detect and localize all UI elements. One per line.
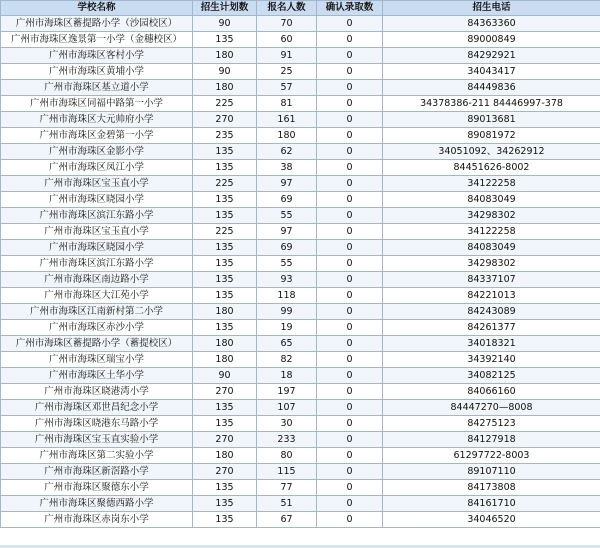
plan-count-cell: 225 bbox=[193, 96, 257, 112]
school-name-cell: 广州市海珠区南边路小学 bbox=[1, 272, 193, 288]
confirmed-cell: 0 bbox=[317, 256, 383, 272]
header-confirmed: 确认录取数 bbox=[317, 1, 383, 16]
school-name-cell: 广州市海珠区金影小学 bbox=[1, 144, 193, 160]
plan-count-cell: 135 bbox=[193, 288, 257, 304]
phone-cell: 84173808 bbox=[383, 480, 600, 496]
school-name-cell: 广州市海珠区赤岗东小学 bbox=[1, 512, 193, 528]
table-row bbox=[1, 160, 600, 176]
table-row bbox=[1, 48, 600, 64]
confirmed-cell: 0 bbox=[317, 160, 383, 176]
table-row bbox=[1, 416, 600, 432]
confirmed-cell: 0 bbox=[317, 16, 383, 32]
table-row bbox=[1, 16, 600, 32]
applicants-cell: 115 bbox=[257, 464, 317, 480]
applicants-cell: 55 bbox=[257, 256, 317, 272]
plan-count-cell: 180 bbox=[193, 80, 257, 96]
phone-cell: 89107110 bbox=[383, 464, 600, 480]
plan-count-cell: 270 bbox=[193, 112, 257, 128]
phone-cell: 84449836 bbox=[383, 80, 600, 96]
applicants-cell: 62 bbox=[257, 144, 317, 160]
phone-cell: 34046520 bbox=[383, 512, 600, 528]
plan-count-cell: 270 bbox=[193, 384, 257, 400]
phone-cell: 34392140 bbox=[383, 352, 600, 368]
plan-count-cell: 135 bbox=[193, 480, 257, 496]
applicants-cell: 91 bbox=[257, 48, 317, 64]
school-name-cell: 广州市海珠区黄埔小学 bbox=[1, 64, 193, 80]
phone-cell: 84292921 bbox=[383, 48, 600, 64]
plan-count-cell: 135 bbox=[193, 512, 257, 528]
phone-cell: 34298302 bbox=[383, 256, 600, 272]
school-name-cell: 广州市海珠区基立道小学 bbox=[1, 80, 193, 96]
header-plan-count: 招生计划数 bbox=[193, 1, 257, 16]
confirmed-cell: 0 bbox=[317, 320, 383, 336]
table-row bbox=[1, 224, 600, 240]
school-name-cell: 广州市海珠区宝玉直小学 bbox=[1, 224, 193, 240]
school-name-cell: 广州市海珠区滨江东路小学 bbox=[1, 256, 193, 272]
table-row bbox=[1, 96, 600, 112]
phone-cell: 84083049 bbox=[383, 240, 600, 256]
phone-cell: 34043417 bbox=[383, 64, 600, 80]
plan-count-cell: 90 bbox=[193, 64, 257, 80]
applicants-cell: 70 bbox=[257, 16, 317, 32]
phone-cell: 34051092、34262912 bbox=[383, 144, 600, 160]
confirmed-cell: 0 bbox=[317, 176, 383, 192]
school-name-cell: 广州市海珠区金碧第一小学 bbox=[1, 128, 193, 144]
plan-count-cell: 135 bbox=[193, 272, 257, 288]
applicants-cell: 97 bbox=[257, 224, 317, 240]
phone-cell: 84451626-8002 bbox=[383, 160, 600, 176]
phone-cell: 34298302 bbox=[383, 208, 600, 224]
applicants-cell: 57 bbox=[257, 80, 317, 96]
table-row bbox=[1, 400, 600, 416]
confirmed-cell: 0 bbox=[317, 32, 383, 48]
header-school-name: 学校名称 bbox=[1, 1, 193, 16]
school-name-cell: 广州市海珠区宝玉直小学 bbox=[1, 176, 193, 192]
plan-count-cell: 135 bbox=[193, 144, 257, 160]
school-name-cell: 广州市海珠区逸景第一小学（金穗校区） bbox=[1, 32, 193, 48]
confirmed-cell: 0 bbox=[317, 304, 383, 320]
phone-cell: 89013681 bbox=[383, 112, 600, 128]
plan-count-cell: 225 bbox=[193, 224, 257, 240]
confirmed-cell: 0 bbox=[317, 400, 383, 416]
plan-count-cell: 135 bbox=[193, 208, 257, 224]
table-header bbox=[1, 1, 600, 16]
table-row bbox=[1, 288, 600, 304]
applicants-cell: 18 bbox=[257, 368, 317, 384]
plan-count-cell: 235 bbox=[193, 128, 257, 144]
header-row bbox=[1, 1, 600, 16]
plan-count-cell: 180 bbox=[193, 448, 257, 464]
header-applicants: 报名人数 bbox=[257, 1, 317, 16]
table-row bbox=[1, 176, 600, 192]
school-name-cell: 广州市海珠区晓园小学 bbox=[1, 240, 193, 256]
school-name-cell: 广州市海珠区蓄提路小学（沙园校区） bbox=[1, 16, 193, 32]
applicants-cell: 30 bbox=[257, 416, 317, 432]
applicants-cell: 60 bbox=[257, 32, 317, 48]
applicants-cell: 81 bbox=[257, 96, 317, 112]
confirmed-cell: 0 bbox=[317, 128, 383, 144]
table-row bbox=[1, 368, 600, 384]
applicants-cell: 197 bbox=[257, 384, 317, 400]
header-phone: 招生电话 bbox=[383, 1, 600, 16]
table-row bbox=[1, 448, 600, 464]
table-row bbox=[1, 432, 600, 448]
plan-count-cell: 135 bbox=[193, 416, 257, 432]
plan-count-cell: 180 bbox=[193, 48, 257, 64]
applicants-cell: 118 bbox=[257, 288, 317, 304]
school-name-cell: 广州市海珠区赤沙小学 bbox=[1, 320, 193, 336]
confirmed-cell: 0 bbox=[317, 480, 383, 496]
phone-cell: 34378386-211 84446997-378 bbox=[383, 96, 600, 112]
confirmed-cell: 0 bbox=[317, 224, 383, 240]
school-name-cell: 广州市海珠区蓄提路小学（蓄提校区） bbox=[1, 336, 193, 352]
phone-cell: 84243089 bbox=[383, 304, 600, 320]
school-name-cell: 广州市海珠区凤江小学 bbox=[1, 160, 193, 176]
plan-count-cell: 180 bbox=[193, 336, 257, 352]
applicants-cell: 99 bbox=[257, 304, 317, 320]
applicants-cell: 80 bbox=[257, 448, 317, 464]
confirmed-cell: 0 bbox=[317, 240, 383, 256]
phone-cell: 84337107 bbox=[383, 272, 600, 288]
plan-count-cell: 135 bbox=[193, 496, 257, 512]
plan-count-cell: 135 bbox=[193, 192, 257, 208]
confirmed-cell: 0 bbox=[317, 352, 383, 368]
confirmed-cell: 0 bbox=[317, 208, 383, 224]
school-name-cell: 广州市海珠区聚德西路小学 bbox=[1, 496, 193, 512]
plan-count-cell: 135 bbox=[193, 32, 257, 48]
school-name-cell: 广州市海珠区邓世昌纪念小学 bbox=[1, 400, 193, 416]
phone-cell: 84083049 bbox=[383, 192, 600, 208]
confirmed-cell: 0 bbox=[317, 384, 383, 400]
school-name-cell: 广州市海珠区滨江东路小学 bbox=[1, 208, 193, 224]
school-name-cell: 广州市海珠区第二实验小学 bbox=[1, 448, 193, 464]
confirmed-cell: 0 bbox=[317, 288, 383, 304]
school-name-cell: 广州市海珠区客村小学 bbox=[1, 48, 193, 64]
table-row bbox=[1, 256, 600, 272]
applicants-cell: 19 bbox=[257, 320, 317, 336]
phone-cell: 84161710 bbox=[383, 496, 600, 512]
applicants-cell: 67 bbox=[257, 512, 317, 528]
school-name-cell: 广州市海珠区大元帅府小学 bbox=[1, 112, 193, 128]
school-name-cell: 广州市海珠区晓园小学 bbox=[1, 192, 193, 208]
confirmed-cell: 0 bbox=[317, 64, 383, 80]
applicants-cell: 38 bbox=[257, 160, 317, 176]
confirmed-cell: 0 bbox=[317, 112, 383, 128]
phone-cell: 84363360 bbox=[383, 16, 600, 32]
phone-cell: 34122258 bbox=[383, 224, 600, 240]
confirmed-cell: 0 bbox=[317, 80, 383, 96]
phone-cell: 34018321 bbox=[383, 336, 600, 352]
plan-count-cell: 180 bbox=[193, 352, 257, 368]
table-row bbox=[1, 128, 600, 144]
phone-cell: 84066160 bbox=[383, 384, 600, 400]
school-name-cell: 广州市海珠区晓港东马路小学 bbox=[1, 416, 193, 432]
applicants-cell: 51 bbox=[257, 496, 317, 512]
table-row bbox=[1, 272, 600, 288]
table-row bbox=[1, 192, 600, 208]
confirmed-cell: 0 bbox=[317, 144, 383, 160]
confirmed-cell: 0 bbox=[317, 368, 383, 384]
plan-count-cell: 135 bbox=[193, 160, 257, 176]
school-name-cell: 广州市海珠区大江苑小学 bbox=[1, 288, 193, 304]
phone-cell: 89081972 bbox=[383, 128, 600, 144]
school-name-cell: 广州市海珠区聚德东小学 bbox=[1, 480, 193, 496]
table-row bbox=[1, 112, 600, 128]
phone-cell: 84275123 bbox=[383, 416, 600, 432]
school-name-cell: 广州市海珠区同福中路第一小学 bbox=[1, 96, 193, 112]
confirmed-cell: 0 bbox=[317, 416, 383, 432]
confirmed-cell: 0 bbox=[317, 48, 383, 64]
applicants-cell: 82 bbox=[257, 352, 317, 368]
table-row bbox=[1, 208, 600, 224]
plan-count-cell: 270 bbox=[193, 464, 257, 480]
table-row bbox=[1, 144, 600, 160]
applicants-cell: 161 bbox=[257, 112, 317, 128]
table-body bbox=[1, 16, 600, 528]
plan-count-cell: 135 bbox=[193, 320, 257, 336]
applicants-cell: 77 bbox=[257, 480, 317, 496]
plan-count-cell: 90 bbox=[193, 16, 257, 32]
applicants-cell: 97 bbox=[257, 176, 317, 192]
table-row bbox=[1, 384, 600, 400]
plan-count-cell: 90 bbox=[193, 368, 257, 384]
confirmed-cell: 0 bbox=[317, 192, 383, 208]
confirmed-cell: 0 bbox=[317, 496, 383, 512]
table-row bbox=[1, 240, 600, 256]
applicants-cell: 93 bbox=[257, 272, 317, 288]
plan-count-cell: 270 bbox=[193, 432, 257, 448]
phone-cell: 61297722-8003 bbox=[383, 448, 600, 464]
plan-count-cell: 135 bbox=[193, 240, 257, 256]
table-row bbox=[1, 304, 600, 320]
applicants-cell: 55 bbox=[257, 208, 317, 224]
applicants-cell: 69 bbox=[257, 192, 317, 208]
table-row bbox=[1, 64, 600, 80]
table-row bbox=[1, 320, 600, 336]
applicants-cell: 69 bbox=[257, 240, 317, 256]
table-row bbox=[1, 336, 600, 352]
applicants-cell: 107 bbox=[257, 400, 317, 416]
phone-cell: 84221013 bbox=[383, 288, 600, 304]
plan-count-cell: 135 bbox=[193, 400, 257, 416]
school-name-cell: 广州市海珠区宝玉直实验小学 bbox=[1, 432, 193, 448]
plan-count-cell: 225 bbox=[193, 176, 257, 192]
confirmed-cell: 0 bbox=[317, 512, 383, 528]
confirmed-cell: 0 bbox=[317, 464, 383, 480]
table-row bbox=[1, 352, 600, 368]
phone-cell: 34122258 bbox=[383, 176, 600, 192]
plan-count-cell: 180 bbox=[193, 304, 257, 320]
school-name-cell: 广州市海珠区瑞宝小学 bbox=[1, 352, 193, 368]
table-row bbox=[1, 480, 600, 496]
school-name-cell: 广州市海珠区新滘路小学 bbox=[1, 464, 193, 480]
applicants-cell: 233 bbox=[257, 432, 317, 448]
table-row bbox=[1, 80, 600, 96]
applicants-cell: 180 bbox=[257, 128, 317, 144]
plan-count-cell: 135 bbox=[193, 256, 257, 272]
table-row bbox=[1, 496, 600, 512]
confirmed-cell: 0 bbox=[317, 96, 383, 112]
phone-cell: 89000849 bbox=[383, 32, 600, 48]
table-row bbox=[1, 512, 600, 528]
table-row bbox=[1, 32, 600, 48]
confirmed-cell: 0 bbox=[317, 336, 383, 352]
phone-cell: 84447270—8008 bbox=[383, 400, 600, 416]
confirmed-cell: 0 bbox=[317, 448, 383, 464]
applicants-cell: 25 bbox=[257, 64, 317, 80]
phone-cell: 84127918 bbox=[383, 432, 600, 448]
school-name-cell: 广州市海珠区江南新村第二小学 bbox=[1, 304, 193, 320]
school-name-cell: 广州市海珠区土华小学 bbox=[1, 368, 193, 384]
confirmed-cell: 0 bbox=[317, 432, 383, 448]
table-row bbox=[1, 464, 600, 480]
confirmed-cell: 0 bbox=[317, 272, 383, 288]
phone-cell: 84261377 bbox=[383, 320, 600, 336]
applicants-cell: 65 bbox=[257, 336, 317, 352]
school-name-cell: 广州市海珠区晓港湾小学 bbox=[1, 384, 193, 400]
phone-cell: 34082125 bbox=[383, 368, 600, 384]
